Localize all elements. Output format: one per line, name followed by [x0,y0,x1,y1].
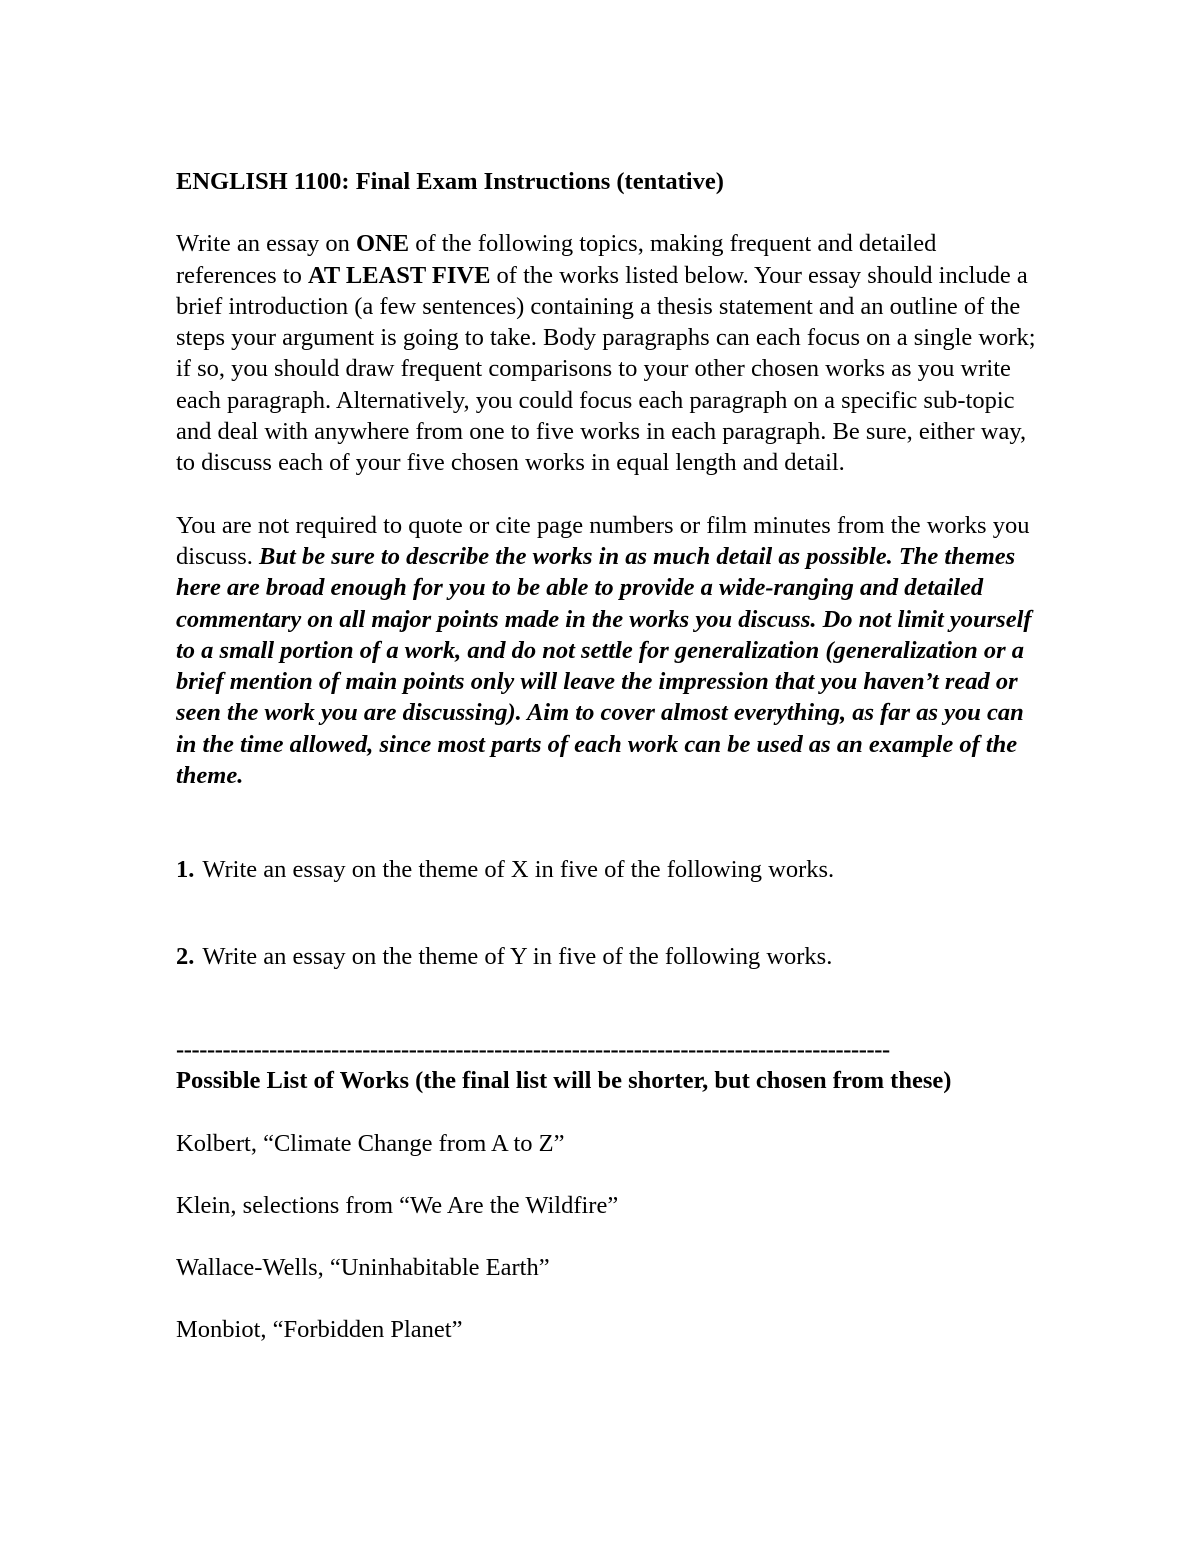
topic-text: Write an essay on the theme of X in five of the following works. [202,856,835,884]
instructions-text-3: of the works listed below. Your essay should include a brief introduction (a few sentences) containing a thesis statement and an outline of the steps your argument is going to take. Body paragraphs can each focus on a single work; if so, you should draw frequent comparisons to your other chosen works as you write each paragraph. Alternatively, you could focus each paragraph on a specific sub-topic and deal with anywhere from one to five works in each paragraph. Be sure, either way, to discuss each of your five chosen works in equal length and detail. [176,261,1036,477]
instructions-text-2: of the following topics, making frequent and detailed references to [176,230,937,289]
instructions-paragraph [176,228,1036,478]
topic-number: 1. [176,856,195,884]
document-body [176,166,1036,1346]
work-item: Monbiot, “Forbidden Planet” [176,1316,463,1344]
topic-item [176,854,1036,885]
detail-emphasis-text: But be sure to describe the works in as much detail as possible. The themes here are broad enough for you to be able to provide a wide-ranging and detailed commentary on all major points made in the works you discuss. Do not limit yourself to a small portion of a work, and do not settle for generalization (generalization or a brief mention of main points only will leave the impression that you haven’t read or seen the work you are discussing). Aim to cover almost everything, as far as you can in the time allowed, since most parts of each work can be used as an example of the theme. [176,542,1032,790]
work-item: Kolbert, “Climate Change from A to Z” [176,1129,565,1157]
topic-item [176,941,1036,972]
work-item: Klein, selections from “We Are the Wildfire” [176,1191,619,1219]
topic-text: Write an essay on the theme of Y in five of the following works. [202,942,833,970]
topic-number: 2. [176,942,195,970]
page-title: ENGLISH 1100: Final Exam Instructions (tentative) [176,168,724,195]
instructions-emphasis-one: ONE [355,230,410,258]
dashed-divider: -------------------------------------------------------------------------------------------- [176,1035,890,1063]
detail-paragraph [176,510,1036,792]
instructions-emphasis-at-least-five: AT LEAST FIVE [307,261,491,289]
works-list-heading: Possible List of Works (the final list will be shorter, but chosen from these) [176,1067,952,1095]
instructions-text-1: Write an essay on [176,230,356,258]
detail-plain-text: You are not required to quote or cite page numbers or film minutes from the works you discuss. [176,511,1030,570]
work-item: Wallace-Wells, “Uninhabitable Earth” [176,1254,550,1282]
